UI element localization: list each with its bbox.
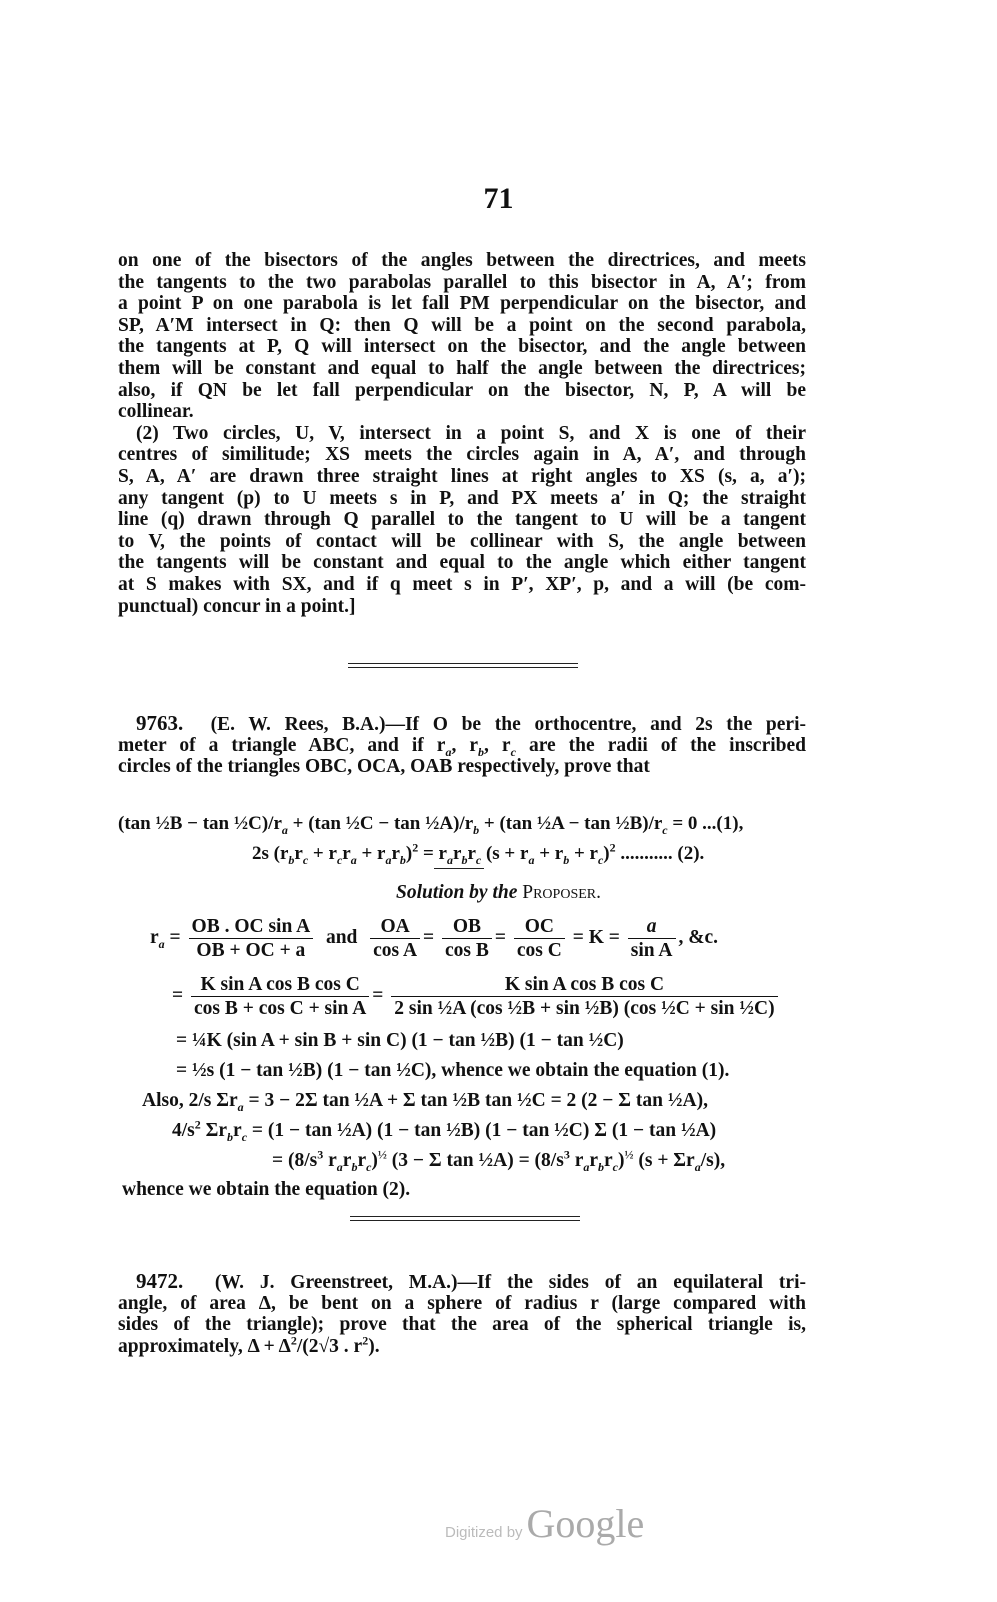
text-line: SP, A′M intersect in Q: then Q will be a point on the second parabola, (118, 314, 806, 336)
solution-line-7: = ($8/s^3$ $r_ar_br_c)^{\frac{1}{2}}$ (3 − Σ tan ½A) = ($8/s^3$ $r_ar_br_c)^{\frac{1}{2}}$ $(s + \Sigma r_a/s)$, (272, 1147, 726, 1174)
numerator: OB . OC sin A (189, 915, 314, 939)
text-line: punctual) concur in a point.] (118, 595, 356, 617)
equation-2: 2s $(r_br_c + r_cr_a + r_ar_b)^2 = r_ar_br_c$ $(s + r_a + r_b + r_c)^2$ ........... (2). (252, 840, 705, 867)
math-text: , &c. (678, 926, 719, 948)
question-number: 9472. (136, 1269, 184, 1293)
google-logo: Google (526, 1501, 645, 1546)
denominator: sin A (630, 940, 673, 961)
text-line: the tangents to the two parabolas parallel to this bisector in A, A′; from (118, 271, 806, 293)
text-line: sides of the triangle); prove that the area of the spherical triangle is, (118, 1314, 806, 1336)
equation-1: (tan ½B − $\tan \frac{1}{2}C)/r_a + (\tan$ ½C − $\tan \frac{1}{2}A)/r_b + (\tan$ ½A − $\tan \frac{1}{2}B)/r_c = 0$ ...(1), (118, 813, 744, 837)
denominator: cos C (516, 940, 562, 961)
numerator: OC (514, 915, 565, 939)
paragraph-1 (118, 250, 806, 617)
text-line: approximately, $\Delta + \Delta^2/(2√3$ . $r^2$). (118, 1333, 380, 1357)
numerator: OA (370, 915, 420, 939)
question-number: 9763. (136, 711, 184, 735)
denominator: 2 sin ½A (cos ½B + sin ½B) (cos ½C + sin ½C) (394, 998, 775, 1019)
denominator: cos B + cos C + sin A (194, 998, 367, 1019)
short-divider (434, 868, 484, 869)
text-line: a point P on one parabola is let fall PM perpendicular on the bisector, and (118, 293, 806, 315)
numerator: a (628, 915, 676, 939)
fraction (391, 973, 777, 1020)
solution-line-3: = ¼K (sin A + sin B + sin C) (1 − tan ½B) (1 − tan ½C) (176, 1030, 624, 1051)
text-line: them will be constant and equal to half the angle between the directrices; (118, 357, 806, 379)
fraction (189, 915, 314, 962)
section-divider (350, 1216, 580, 1221)
math-text: $r_a$ = (150, 926, 181, 951)
text-line: centres of similitude; XS meets the circles again in A, A′, and through (118, 444, 806, 466)
text-line: collinear. (118, 401, 194, 423)
text-line: line (q) drawn through Q parallel to the tangent to U will be a tangent (118, 509, 806, 531)
solution-line-2: = $\frac{\text{K sin A cos B cos C}}{\text{cos B + cos C + sin A}}$ = $\frac{\text{K sin A cos B cos C}}{\text{2 sin ½A (cos ½B + sin ½B) (cos ½C + sin ½C)}}$ (172, 973, 781, 1020)
fraction (370, 915, 420, 962)
denominator: cos B (445, 940, 489, 961)
fraction (628, 915, 676, 962)
solution-line-6: $4/s^2$ $\Sigma r_br_c = (1 - \tan$ ½A) (1 − tan ½B) (1 − tan ½C) Σ (1 − tan ½A) (172, 1117, 717, 1144)
math-text: = K = (572, 926, 620, 948)
text-line: meter of a triangle ABC, and if $r_a$, $r_b$, $r_c$ are the radii of the inscribed (118, 734, 807, 759)
text-line: (E. W. Rees, B.A.)—If O be the orthocentre, and 2s the peri- (210, 714, 807, 735)
solution-line-1: $r_a$ = $\frac{\text{OB . OC sin A}}{OB + OC + a}$ and $\frac{OA}{\text{cos A}}$ = $\frac{OB}{\text{cos B}}$ = $\frac{OC}{\text{cos C}}$ = K = $\frac{a}{\text{sin A}}$ , &c. (150, 916, 719, 961)
solution-line-5: Also, 2/s $\Sigma r_a = 3 - 2\Sigma$ tan ½A + Σ tan ½B tan ½C = 2 (2 − Σ tan ½A), (142, 1090, 708, 1114)
numerator: K sin A cos B cos C (191, 973, 369, 997)
fraction (191, 973, 369, 1020)
solution-line-4: = ½s (1 − tan ½B) (1 − tan ½C), whence we obtain the equation (1). (176, 1060, 730, 1081)
text-line: also, if QN be let fall perpendicular on the bisector, N, P, A will be (118, 379, 806, 401)
text-line: to V, the points of contact will be collinear with S, the angle between (118, 530, 806, 552)
text-line: the tangents will be constant and equal to the angle which either tangent (118, 552, 806, 574)
text-line: angle, of area Δ, be bent on a sphere of radius r (large compared with (118, 1292, 806, 1314)
page-number: 71 (483, 182, 514, 215)
numerator: K sin A cos B cos C (391, 973, 777, 997)
question-9763 (118, 713, 806, 778)
section-divider (348, 663, 578, 668)
solution-line-8: whence we obtain the equation (2). (122, 1179, 411, 1200)
numerator: OB (442, 915, 492, 939)
solution-author: Proposer. (522, 882, 601, 903)
math-text: and (325, 926, 358, 948)
denominator: OB + OC + a (196, 940, 306, 961)
text-line: on one of the bisectors of the angles between the directrices, and meets (118, 250, 806, 271)
text-line: circles of the triangles OBC, OCA, OAB respectively, prove that (118, 756, 650, 778)
text-line: at S makes with SX, and if q meet s in P′, XP′, p, and a will (be com- (118, 573, 806, 595)
text-line: any tangent (p) to U meets s in P, and PX meets a′ in Q; the straight (118, 487, 806, 509)
fraction (442, 915, 492, 962)
solution-heading (0, 882, 997, 904)
text-line: the tangents at P, Q will intersect on the bisector, and the angle between (118, 336, 806, 358)
question-9472 (118, 1271, 806, 1357)
digitized-label: Digitized by (445, 1524, 523, 1541)
solution-heading-italic: Solution by the (396, 882, 518, 903)
denominator: cos A (373, 940, 418, 961)
fraction (514, 915, 565, 962)
digitized-by-google-watermark (445, 1500, 644, 1547)
text-line: S, A, A′ are drawn three straight lines at right angles to XS (s, a, a′); (118, 465, 806, 487)
text-line: (W. J. Greenstreet, M.A.)—If the sides of an equilateral tri- (214, 1272, 806, 1293)
text-line: (2) Two circles, U, V, intersect in a point S, and X is one of their (136, 422, 806, 444)
